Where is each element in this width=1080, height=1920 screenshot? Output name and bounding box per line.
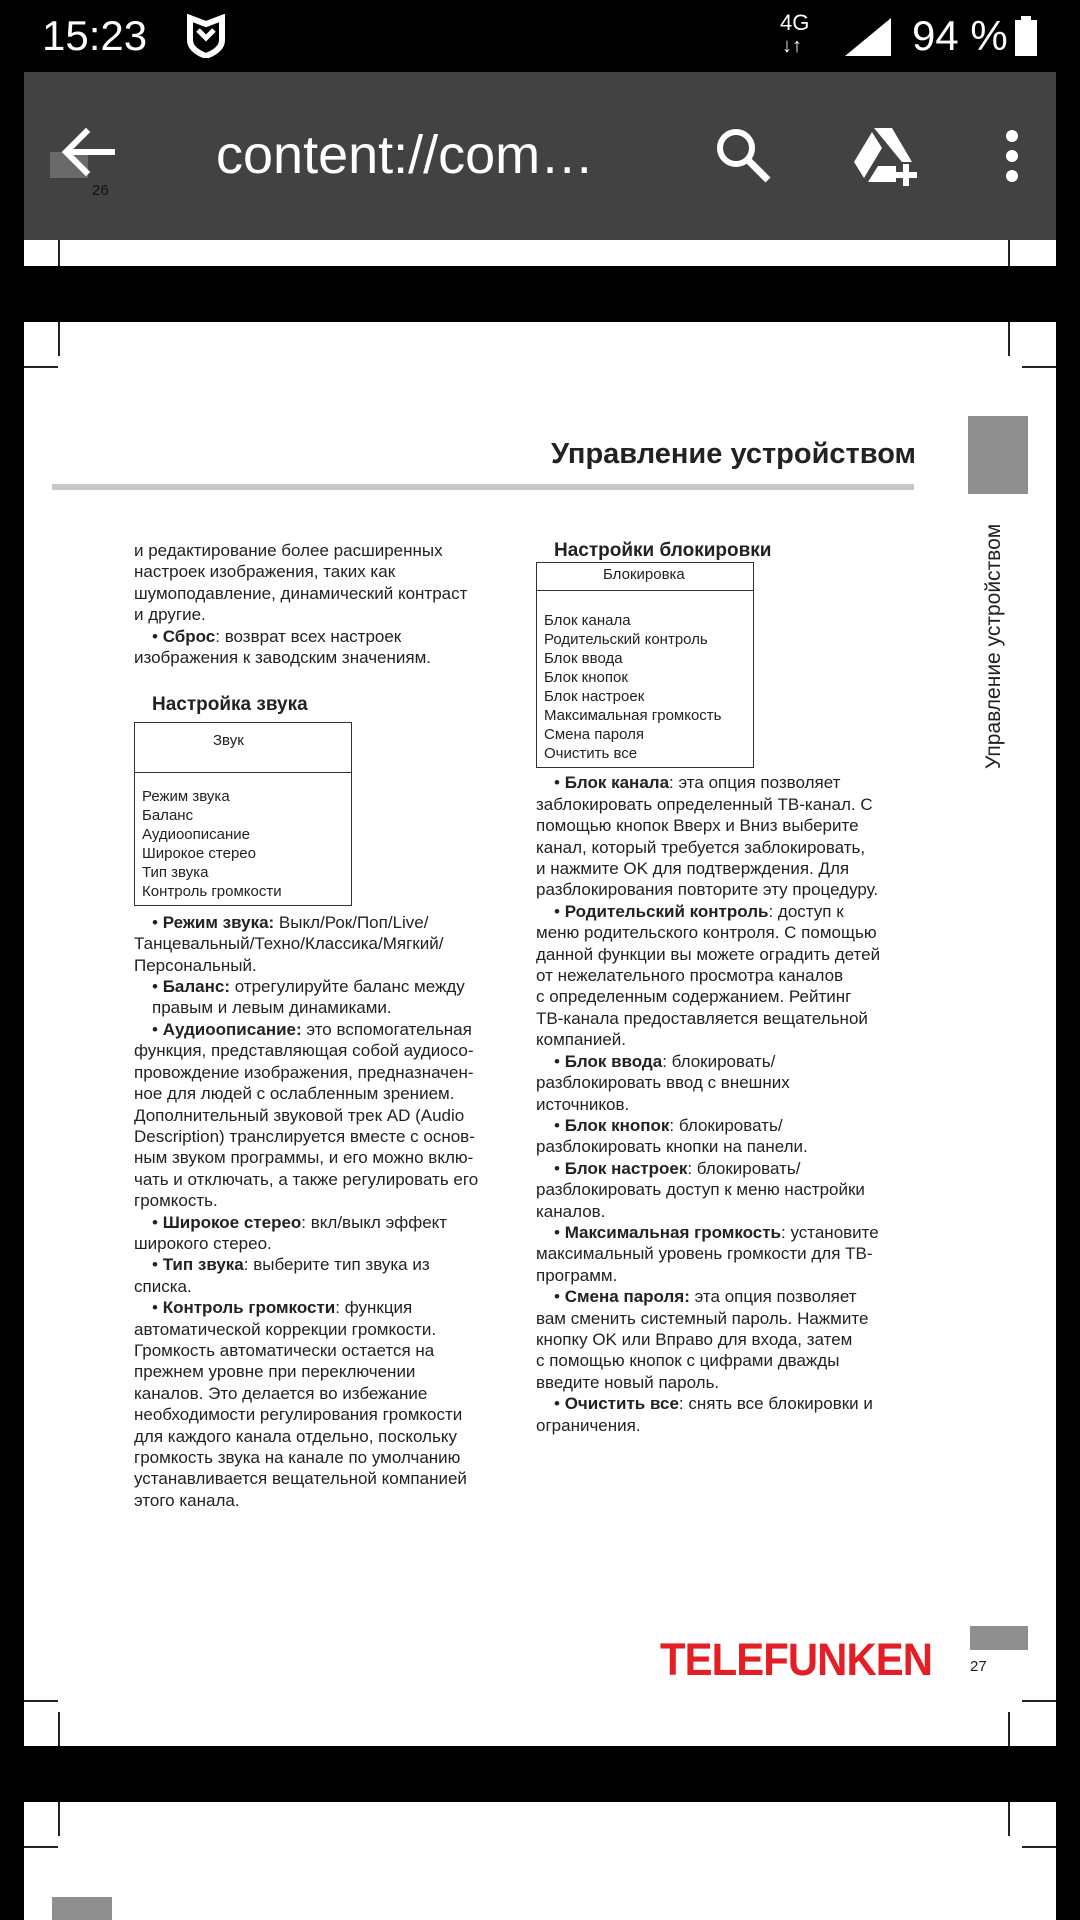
text-line: с определенным содержанием. Рейтинг	[536, 987, 852, 1007]
bullet-term: Родительский контроль	[564, 901, 769, 921]
bullet-reset: • Сброс: возврат всех настроек изображения к заводским значениям.	[134, 626, 514, 669]
text-line: ограничения.	[536, 1415, 641, 1435]
clock: 15:23	[42, 12, 148, 59]
text-line: разблокировать доступ к меню настройки	[536, 1180, 865, 1200]
text-line: списка.	[134, 1276, 192, 1296]
bullet-text: отрегулируйте баланс между	[230, 977, 465, 997]
vpn-shield-icon	[186, 14, 226, 58]
crop-mark	[24, 1846, 58, 1848]
text-line: данной функции вы можете оградить детей	[536, 944, 881, 964]
bullet-term: Режим звука:	[162, 912, 275, 932]
header-rule	[52, 484, 914, 490]
bullet-term: Баланс:	[162, 977, 230, 997]
text-line: функция, представляющая собой аудиосо-	[134, 1041, 474, 1061]
menu-item: Блок настроек	[544, 688, 645, 706]
menu-item: Смена пароля	[544, 726, 644, 744]
text-line: широкого стерео.	[134, 1233, 272, 1253]
sound-heading: Настройка звука	[152, 694, 308, 716]
text-line: ным звуком программы, и его можно вклю-	[134, 1148, 474, 1168]
menu-item: Аудиоописание	[142, 825, 251, 843]
sound-menu-box	[134, 722, 352, 906]
crop-mark	[24, 366, 58, 368]
sound-bullets: • Режим звука: Выкл/Рок/Поп/Live/ Танцевальный/Техно/Классика/Мягкий/ Персональный. • Баланс: отрегулируйте баланс между правым и левым динамиками. • Аудиоописание: это вспомогательная функция, представляющая собой аудиосо- провождение изображения, предназначен- ное для людей с ослабленным зрением. Дополнительный звуковой трек AD (Audio Description) транслируется вместе с основ- ным звуком программы, и его можно вклю- чать и отключать, а также регулировать его громкость. • Широкое стерео: вкл/выкл эффект широкого стерео. • Тип звука: выберите тип звука из списка. • Контроль громкости: функция автоматической коррекции громкости. Громкость автоматически остается на прежнем уровне при переключении каналов. Это делается во избежание необходимости регулирования громкости для каждого канала отдельно, поскольку громкость звука на канале по умолчанию устанавливается вещательной компанией этого канала.	[134, 912, 514, 1511]
battery-icon	[1015, 16, 1037, 56]
text-line: программ.	[536, 1265, 618, 1285]
text-line: автоматической коррекции громкости.	[134, 1319, 437, 1339]
left-column	[134, 540, 514, 1511]
status-bar	[0, 0, 1080, 72]
crop-mark	[58, 322, 60, 356]
bullet-text: : возврат всех настроек	[215, 626, 402, 646]
page-title: Управление устройством	[551, 438, 916, 470]
telefunken-logo: TELEFUNKEN	[660, 1634, 933, 1685]
bullet-text: : блокировать/	[669, 1115, 783, 1135]
menu-item: Максимальная громкость	[544, 707, 722, 725]
crop-mark	[1022, 1846, 1056, 1848]
text-line: вам сменить системный пароль. Нажмите	[536, 1308, 869, 1328]
text-line: Description) транслируется вместе с основ-	[134, 1126, 475, 1146]
text-line: Дополнительный звуковой трек AD (Audio	[134, 1105, 465, 1125]
text-line: с помощью кнопок с цифрами дважды	[536, 1351, 840, 1371]
bullet-text: : установите	[781, 1222, 879, 1242]
bullet-term: Блок канала	[564, 773, 670, 793]
text-line: источников.	[536, 1094, 630, 1114]
menu-item: Баланс	[142, 806, 194, 824]
bullet-text: : функция	[335, 1298, 413, 1318]
text-line: каналов. Это делается во избежание	[134, 1383, 428, 1403]
bullet-term: Блок ввода	[564, 1051, 663, 1071]
section-tab	[52, 1897, 112, 1920]
bullet-term: Контроль громкости	[162, 1298, 336, 1318]
bullet-text: : блокировать/	[687, 1158, 801, 1178]
battery-percent: 94 %	[912, 12, 1008, 59]
text-line: от нежелательного просмотра каналов	[536, 966, 844, 986]
bullet-text: : доступ к	[768, 901, 844, 921]
app-toolbar	[24, 72, 1056, 240]
bullet-term: Максимальная громкость	[564, 1222, 781, 1242]
right-column	[536, 540, 936, 1436]
text-line: этого канала.	[134, 1490, 240, 1510]
next-page	[24, 1802, 1056, 1920]
bullet-term: Широкое стерео	[162, 1212, 302, 1232]
crop-mark	[24, 1700, 58, 1702]
menu-item: Режим звука	[142, 787, 230, 805]
bullet-term: Блок кнопок	[564, 1115, 670, 1135]
text-line: чать и отключать, а также регулировать его	[134, 1169, 479, 1189]
crop-mark	[1022, 366, 1056, 368]
text-line: громкость.	[134, 1191, 218, 1211]
text-line: громкость звука на канале по умолчанию	[134, 1448, 461, 1467]
menu-item: Блок ввода	[544, 650, 623, 668]
text-line: правым и левым динамиками.	[152, 998, 392, 1018]
text-line: Громкость автоматически остается на	[134, 1340, 435, 1360]
network-type: 4G	[780, 10, 810, 35]
lock-menu-items	[537, 591, 753, 767]
bullet-term: Сброс	[162, 626, 216, 646]
bullet-text: : снять все блокировки и	[678, 1394, 873, 1414]
bullet-term: Тип звука	[162, 1255, 244, 1275]
page-number: 27	[970, 1658, 987, 1675]
lock-bullets: • Блок канала: эта опция позволяет заблокировать определенный ТВ-канал. С помощью кнопок Вверх и Вниз выберите канал, который требуется заблокировать, и нажмите OK для подтверждения. Для разблокирования повторите эту процедуру. • Родительский контроль: доступ к меню родительского контроля. С помощью данной функции вы можете оградить детей от нежелательного просмотра каналов с определенным содержанием. Рейтинг ТВ-канала предоставляется вещательной компанией. • Блок ввода: блокировать/ разблокировать ввод с внешних источников. • Блок кнопок: блокировать/ разблокировать кнопки на панели. • Блок настроек: блокировать/ разблокировать доступ к меню настройки каналов. • Максимальная громкость: установите максимальный уровень громкости для ТВ- программ. • Смена пароля: эта опция позволяет вам сменить системный пароль. Нажмите кнопку OK или Вправо для входа, затем с помощью кнопок с цифрами дважды введите новый пароль. • Очистить все: снять все блокировки и ограничения.	[536, 772, 936, 1436]
text-line: для каждого канала отдельно, поскольку	[134, 1426, 457, 1446]
text-line: и другие.	[134, 605, 206, 625]
menu-item: Контроль громкости	[142, 882, 282, 900]
bullet-term: Блок настроек	[564, 1158, 688, 1178]
crop-mark	[1008, 322, 1010, 356]
text-line: помощью кнопок Вверх и Вниз выберите	[536, 816, 859, 836]
more-vert-icon[interactable]	[1002, 128, 1022, 184]
menu-item: Широкое стерео	[142, 844, 256, 862]
text-line: шумоподавление, динамический контраст	[134, 583, 468, 603]
text-line: и редактирование более расширенных	[134, 541, 443, 560]
bullet-text: Выкл/Рок/Поп/Live/	[274, 912, 429, 932]
menu-item: Родительский контроль	[544, 631, 708, 649]
text-line: устанавливается вещательной компанией	[134, 1469, 467, 1489]
bullet-text: : эта опция позволяет	[669, 773, 841, 793]
text-line: кнопку OK или Вправо для входа, затем	[536, 1329, 853, 1349]
text-line: провождение изображения, предназначен-	[134, 1062, 474, 1082]
menu-item: Очистить все	[544, 745, 638, 763]
text-line: Персональный.	[134, 955, 257, 975]
crop-mark	[58, 1802, 60, 1836]
text-line: Танцевальный/Техно/Классика/Мягкий/	[134, 934, 444, 954]
crop-mark	[1022, 1700, 1056, 1702]
previous-page-number: 26	[92, 182, 109, 199]
side-label-text: Управление устройством	[982, 523, 1005, 769]
text-line: введите новый пароль.	[536, 1372, 720, 1392]
text-line: разблокирования повторите эту процедуру.	[536, 880, 879, 900]
bullet-text: : вкл/выкл эффект	[301, 1212, 448, 1232]
menu-item: Блок канала	[544, 612, 631, 630]
text-line: заблокировать определенный ТВ-канал. С	[536, 794, 873, 814]
document-page	[24, 322, 1056, 1746]
page-number-tab	[970, 1626, 1028, 1650]
sound-menu-title: Звук	[135, 723, 351, 773]
text-line: разблокировать ввод с внешних	[536, 1073, 790, 1093]
text-line: разблокировать кнопки на панели.	[536, 1137, 808, 1157]
text-line: настроек изображения, таких как	[134, 562, 396, 582]
intro-paragraph	[134, 540, 514, 626]
bullet-text: это вспомогательная	[301, 1019, 472, 1039]
text-line: ное для людей с ослабленным зрением.	[134, 1084, 455, 1104]
sound-menu-items	[135, 773, 351, 905]
text-line: и нажмите OK для подтверждения. Для	[536, 859, 850, 879]
menu-item: Тип звука	[142, 863, 209, 881]
menu-item: Блок кнопок	[544, 669, 628, 687]
text-line: канал, который требуется заблокировать,	[536, 837, 866, 857]
lock-menu-title: Блокировка	[537, 563, 753, 591]
search-icon[interactable]	[714, 126, 772, 184]
signal-icon	[845, 18, 891, 56]
arrow-back-icon[interactable]	[58, 122, 118, 182]
lock-menu-box	[536, 562, 754, 768]
bullet-text: эта опция позволяет	[689, 1287, 857, 1307]
text-line: необходимости регулирования громкости	[134, 1405, 463, 1425]
crop-mark	[1008, 1712, 1010, 1746]
bullet-text: : блокировать/	[662, 1051, 776, 1071]
document-title: content://com…	[216, 125, 595, 185]
text-line: прежнем уровне при переключении	[134, 1362, 416, 1382]
bullet-text: : выберите тип звука из	[243, 1255, 430, 1275]
lock-heading: Настройки блокировки	[554, 540, 772, 561]
data-arrows-icon: ↓↑	[782, 35, 802, 57]
text-line: меню родительского контроля. С помощью	[536, 923, 877, 943]
bullet-term: Аудиоописание:	[162, 1019, 302, 1039]
text-line: максимальный уровень громкости для ТВ-	[536, 1244, 873, 1264]
bullet-term: Смена пароля:	[564, 1287, 690, 1307]
text-line: изображения к заводским значениям.	[134, 648, 432, 668]
section-tab	[968, 416, 1028, 494]
text-line: каналов.	[536, 1201, 606, 1221]
google-drive-add-icon[interactable]	[852, 126, 918, 186]
crop-mark	[1008, 1802, 1010, 1836]
side-section-label	[982, 507, 1012, 807]
text-line: ТВ-канала предоставляется вещательной	[536, 1008, 868, 1028]
text-line: компанией.	[536, 1030, 626, 1050]
crop-mark	[58, 1712, 60, 1746]
bullet-term: Очистить все	[564, 1394, 679, 1414]
